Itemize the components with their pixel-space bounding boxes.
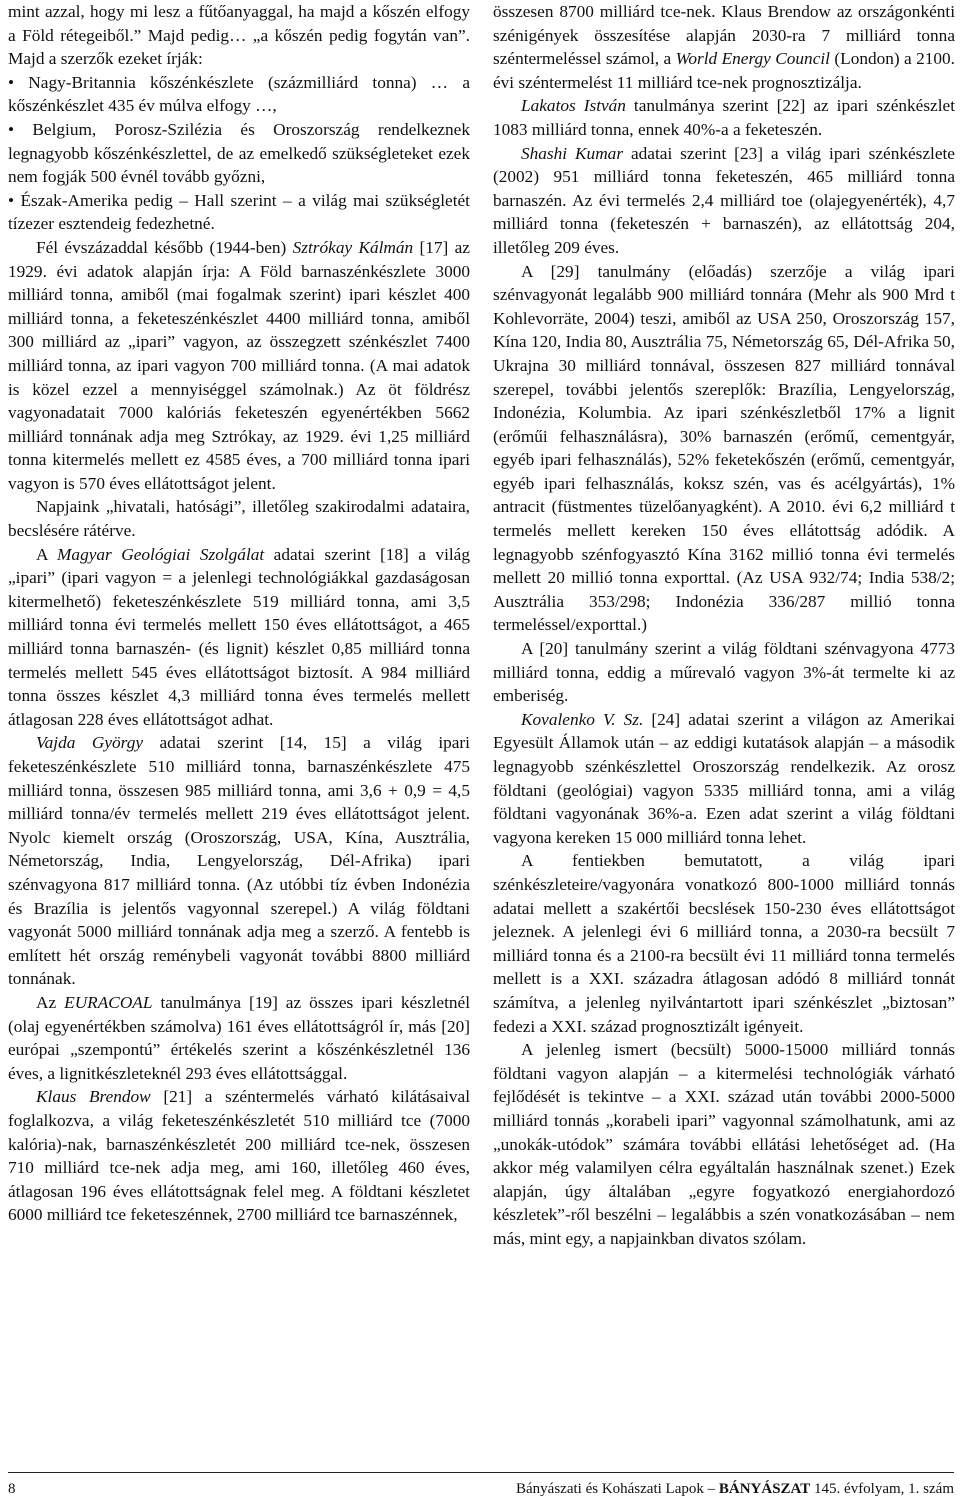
paragraph: A [29] tanulmány (előadás) szerzője a világ ipari szénvagyonát legalább 900 milliárd tonnára (Mehr als 900 Mrd t Kohlevorräte, 2004) teszi, amiből az USA 250, Oroszország 157, Kína 120, India 80, Ausztrália 75, Németország 65, Dél-Afrika 50, Ukrajna 30 milliárd tonnával, összesen 827 milliárd tonnával szerepel, további jelentős szereplők: Brazília, Lengyelország, Indonézia, Kolumbia. Az ipari szénkészletből 17% a lignit (erőműi felhasználásra), 30% barnaszén (erőmű, cementgyár, egyéb ipari felhasználás), 52% feketekőszén (erőmű, cementgyár, egyéb ipari felhasználás, koksz szén, vas és acélgyártás), 1% antracit (füstmentes tüzelőanyagként). A 2010. évi 6,2 milliárd t termelés mellett kereken 150 éves ellátottság adódik. A legnagyobb szénfogyasztó Kína 3162 millió tonna évi termelés mellett 20 millió tonna exporttal. (Az USA 932/74; India 538/2; Ausztrália 353/298; Indonézia 336/287 millió tonna termeléssel/exporttal.) — [493, 261, 955, 635]
text-run: [17] az 1929. évi adatok alapján írja: A Föld barnaszénkészlete 3000 milliárd tonna, amiből (mai fogalmak szerint) ipari készlet 400 milliárd tonna, a feketeszénkészlet 4400 milliárd tonna, amiből 300 milliárd az „ipari” vagyon, az összegzett szénkészlet 7400 milliárd tonna, az ipari vagyon 700 milliárd tonna. (A mai adatok is közel ezzel a mennyiséggel számolnak.) Az öt földrész vagyonadatait 7000 kalóriás feketeszén egyenértékben 5662 milliárd tonnának adja meg Sztrókay, az 1929. évi 1,25 milliárd tonna kitermelés mellett ez 4585 éves, a 700 milliárd tonna ipari vagyon is 570 éves ellátottságot jelent. — [8, 237, 470, 493]
author-name: Shashi Kumar — [521, 143, 624, 163]
text-run: adatai szerint [23] a világ ipari szénkészlete (2002) 951 milliárd tonna feketeszén, 465 milliárd tonna barnaszén. Az évi termelés 2,4 milliárd toe (olajegyenérték), 4,7 milliárd tonna (feketeszén + barnaszén), az ellátottság 204, illetőleg 209 éves. — [493, 143, 955, 257]
text-run: Az — [36, 992, 65, 1012]
left-column — [8, 0, 470, 1227]
paragraph — [493, 0, 955, 94]
author-name: Kovalenko V. Sz. — [521, 709, 644, 729]
bullet-item: • Észak-Amerika pedig – Hall szerint – a világ mai szükségletét tízezer esztendeig fedezhetné. — [8, 190, 470, 234]
organization-name: Magyar Geológiai Szolgálat — [57, 544, 265, 564]
author-name: Sztrókay Kálmán — [292, 237, 414, 257]
author-name: Lakatos István — [521, 96, 626, 116]
journal-issue: 145. évfolyam, 1. szám — [810, 1481, 954, 1497]
paragraph: mint azzal, hogy mi lesz a fűtőanyaggal, ha majd a kőszén elfogy a Föld rétegeiből.” Majd pedig… „a kőszén pedig fogytán van”. Majd a szerzők ezeket írják: — [8, 2, 470, 69]
paragraph — [493, 708, 955, 850]
paragraph — [493, 94, 955, 141]
paragraph: A [20] tanulmány szerint a világ földtani szénvagyona 4773 milliárd tonna, eddig a műrevaló vagyon 3%-át termelte ki az emberiség. — [493, 639, 955, 706]
organization-name: EURACOAL — [64, 992, 153, 1012]
paragraph — [8, 236, 470, 496]
author-name: Klaus Brendow — [36, 1087, 151, 1107]
bullet-item: • Belgium, Porosz-Szilézia és Oroszország rendelkeznek legnagyobb kőszénkészlettel, de az emelkedő szükségleteket ezek nem fogják 500 évnél tovább győzni, — [8, 119, 470, 187]
paragraph: Napjaink „hivatali, hatósági”, illetőleg szakirodalmi adataira, becslésére rátérve. — [8, 497, 470, 541]
page-footer — [8, 1472, 954, 1501]
text-run: (London) a 2100. évi széntermelést 11 milliárd tce-nek prognosztizálja. — [493, 49, 955, 92]
journal-name: Bányászati és Kohászati Lapok – — [516, 1481, 719, 1497]
right-column — [493, 0, 955, 1250]
page-number: 8 — [8, 1481, 16, 1497]
text-run: tanulmánya szerint [22] az ipari szénkészlet 1083 milliárd tonna, ennek 40%-a a feketeszén. — [493, 96, 955, 139]
paragraph — [8, 1085, 470, 1227]
text-run: tanulmánya [19] az összes ipari készletnél (olaj egyenértékben számolva) 161 éves ellátottságról ír, más [20] európai „szempontú” értékelés szerint a kőszénkészletnél 136 éves, a lignitkészleteknél 293 éves ellátottsággal. — [8, 992, 470, 1083]
paragraph — [8, 543, 470, 732]
text-run: adatai szerint [14, 15] a világ ipari feketeszénkészlete 510 milliárd tonna, barnaszénkészlete 475 milliárd tonna, összesen 985 milliárd tonna, ami 3,6 + 0,9 = 4,5 milliárd tonna/év termelés mellett 219 éves ellátottságot jelent. Nyolc kiemelt ország (Oroszország, USA, Kína, Ausztrália, Németország, India, Lengyelország, Dél-Afrika) ipari szénvagyona 817 milliárd tonna. (Az utóbbi tíz évben Indonézia és Brazília is jelentős vagyonnal szerepel.) A világ földtani vagyonát 5000 milliárd tonnának adja meg a szerző. A fentebb is említett hét ország reménybeli vagyonát további 8800 milliárd tonnának. — [8, 733, 470, 989]
text-run: összesen 8700 milliárd tce-nek. Klaus Brendow az országonkénti szénigények összesítése alapján 2030-ra 7 milliárd tonna széntermeléssel számol, a — [493, 2, 955, 69]
text-run: [24] adatai szerint a világon az Amerikai Egyesült Államok után – az eddigi kutatások alapján – a második legnagyobb szénkészlettel Oroszország rendelkezik. Az orosz földtani (geológiai) vagyon 5335 milliárd tonna, ami a világ földtani vagyonának 36%-a. Ezen adat szerint a világ földtani vagyona kereken 15 000 milliárd tonna lehet. — [493, 709, 955, 847]
text-run: [21] a széntermelés várható kilátásaival foglalkozva, a világ feketeszénkészletét 510 milliárd tce (7000 kalória)-nak, barnaszénkészletét 200 milliárd tce-nek, összesen 710 milliárd tce-nek adja meg, ami 160, illetőleg 460 éves, átlagosan 196 éves ellátottságnak felel meg. A földtani készletet 6000 milliárd tce feketeszénnek, 2700 milliárd tce barnaszénnek, — [8, 1087, 470, 1225]
text-run: A — [36, 544, 58, 564]
text-run: Fél évszázaddal később (1944-ben) — [36, 237, 293, 257]
organization-name: World Energy Council — [675, 49, 830, 69]
journal-citation — [516, 1481, 954, 1498]
bullet-item: • Nagy-Britannia kőszénkészlete (százmilliárd tonna) … a kőszénkészlet 435 év múlva elfogy …, — [8, 72, 470, 116]
paragraph — [493, 142, 955, 260]
journal-section: BÁNYÁSZAT — [718, 1481, 811, 1497]
text-run: adatai szerint [18] a világ „ipari” (ipari vagyon = a jelenlegi technológiákkal gazdaságosan kitermelhető) feketeszénkészlete 519 milliárd tonna, ami 3,5 milliárd tonna évi termelés mellett 150 éves ellátottságot, a 465 milliárd tonna barnaszén- (és lignit) készlet 0,85 milliárd tonna termelés mellett 545 éves ellátottságot biztosít. A 984 milliárd tonna összes készlet 4,3 milliárd tonna éves termelés mellett átlagosan 228 éves ellátottságot adhat. — [8, 544, 470, 729]
paragraph: A fentiekben bemutatott, a világ ipari szénkészleteire/vagyonára vonatkozó 800-1000 milliárd tonnás adatai mellett a szakértői becslések 150-230 éves ellátottságot jeleznek. A jelenlegi évi 6 milliárd tonna, a 2030-ra becsült 7 milliárd tonna és a 2100-ra becsült évi 11 milliárd tonna termelés mellett is a XXI. századra átlagosan adódó 8 milliárd tonnát számítva, a jelenleg nyilvántartott ipari szénkészlet „biztosan” fedezi a XXI. század prognosztizált igényeit. — [493, 851, 955, 1036]
paragraph — [8, 731, 470, 991]
author-name: Vajda György — [36, 733, 144, 753]
paragraph: A jelenleg ismert (becsült) 5000-15000 milliárd tonnás földtani vagyon alapján – a kitermelési technológiák várható fejlődését is tekintve – a XXI. század után további 2000-5000 milliárd tonnás „korabeli ipari” vagyonnal számolhatunk, ami az „unokák-utódok” számára további ellátási lehetőséget ad. (Ha akkor még valamilyen célra egyáltalán használnak szenet.) Ezek alapján, úgy általában „egyre fogyatkozó energiahordozó készletek”-ről beszélni – legalábbis a szén vonatkozásában – nem más, mint egy, a napjainkban divatos szólam. — [493, 1040, 955, 1248]
paragraph — [8, 991, 470, 1085]
